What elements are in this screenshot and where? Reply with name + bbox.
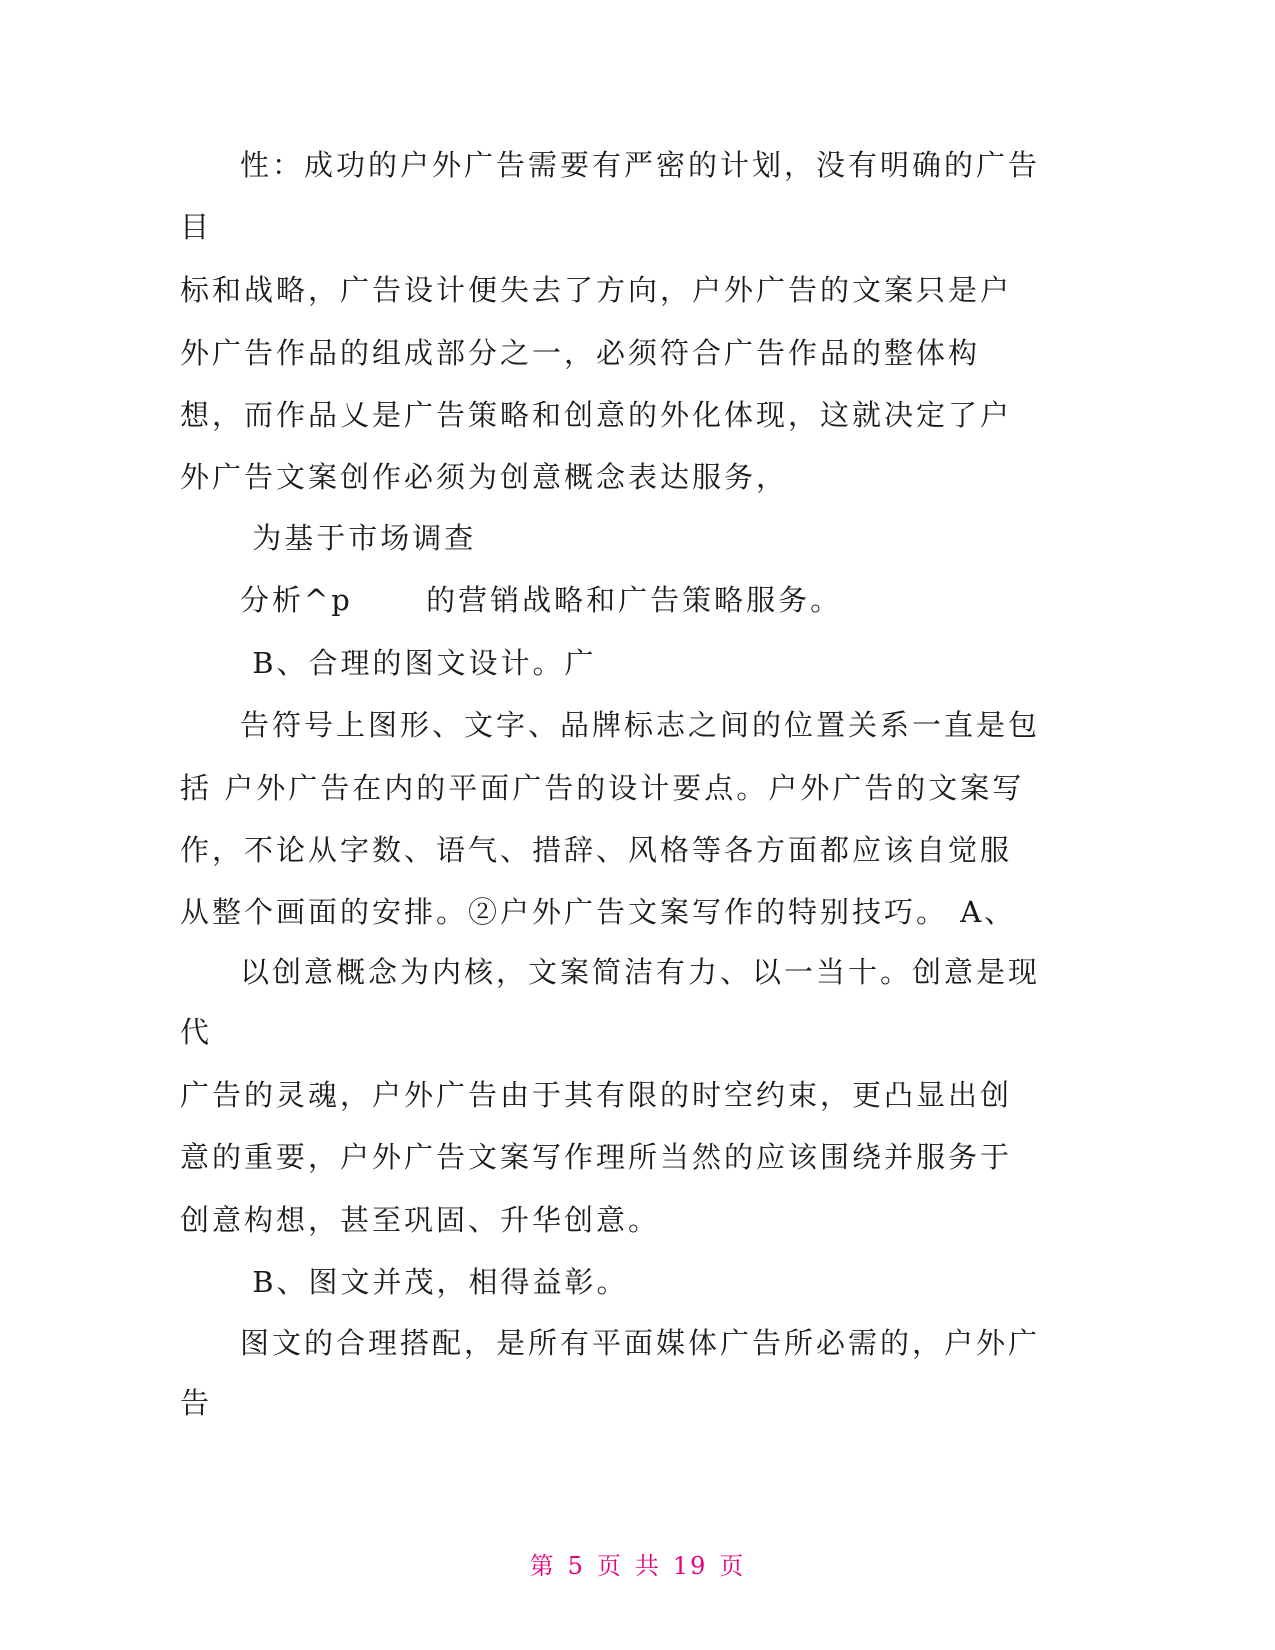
text-line-2: 目: [180, 210, 213, 244]
text-line-6: 外广告文案创作必须为创意概念表达服务，: [180, 460, 789, 494]
text-line-18: 创意构想，甚至巩固、升华创意。: [180, 1203, 661, 1237]
footer-label-total: 共: [634, 1552, 661, 1580]
text-line-9: B、合理的图文设计。广: [240, 646, 597, 680]
text-line-11: 括 户外广告在内的平面广告的设计要点。户外广告的文案写: [180, 771, 1025, 805]
text-line-1: 性：成功的户外广告需要有严密的计划，没有明确的广告: [240, 148, 1041, 182]
text-line-17: 意的重要，户外广告文案写作理所当然的应该围绕并服务于: [180, 1140, 1013, 1174]
text-line-3: 标和战略，广告设计便失去了方向，户外广告的文案只是户: [180, 273, 1013, 307]
text-line-5: 想，而作品乂是广告策略和创意的外化体现，这就决定了户: [180, 398, 1013, 432]
text-line-13: 从整个画面的安排。②户外广告文案写作的特别技巧。 A、: [180, 895, 1017, 929]
text-line-16: 广告的灵魂，户外广告由于其有限的时空约束，更凸显出创: [180, 1078, 1013, 1112]
text-line-14: 以创意概念为内核，文案简洁有力、以一当十。创意是现: [240, 955, 1041, 989]
text-line-12: 作，不论从字数、语气、措辞、风格等各方面都应该自觉服: [180, 833, 1013, 867]
footer-current-page: 5: [567, 1552, 585, 1580]
text-line-21: 告: [180, 1386, 213, 1420]
footer-label-page: 第: [529, 1552, 556, 1580]
text-line-15: 代: [180, 1015, 213, 1049]
text-line-4: 外广告作品的组成部分之一，必须符合广告作品的整体构: [180, 336, 981, 370]
footer-label-page-unit: 页: [596, 1552, 623, 1580]
text-line-19: B、图文并茂，相得益彰。: [240, 1265, 629, 1299]
footer-total-pages: 19: [672, 1552, 708, 1580]
text-line-8: 分析^p 的营销战略和广告策略服务。: [240, 583, 843, 617]
text-line-7: 为基于市场调查: [240, 521, 477, 555]
text-line-20: 图文的合理搭配，是所有平面媒体广告所必需的，户外广: [240, 1326, 1041, 1360]
text-line-10: 告符号上图形、文字、品牌标志之间的位置关系一直是包: [240, 708, 1041, 742]
footer-label-total-unit: 页: [719, 1552, 746, 1580]
page-footer: [0, 1550, 1275, 1582]
